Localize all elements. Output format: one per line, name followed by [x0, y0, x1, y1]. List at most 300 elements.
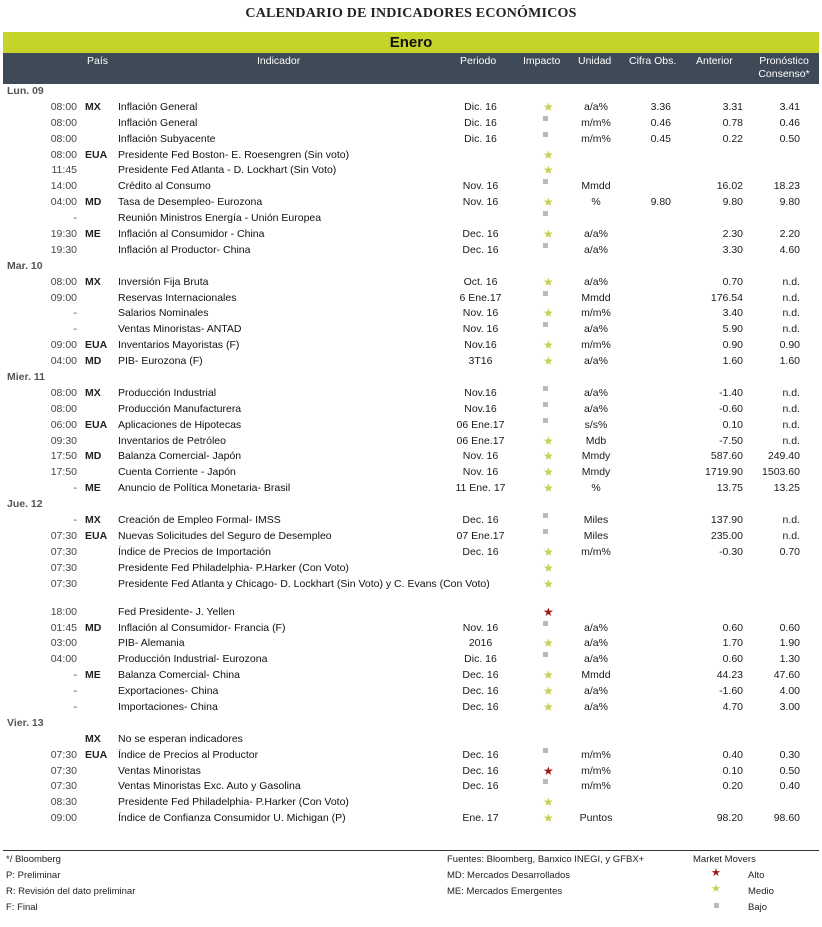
row-time: 18:00	[50, 605, 77, 618]
legend-low-square-icon	[714, 903, 719, 908]
footnote-sources: Fuentes: Bloomberg, Banxico INEGI, y GFBX+	[447, 854, 645, 865]
table-row	[3, 322, 819, 338]
day-header-row	[3, 716, 819, 732]
row-previous-value: 98.20	[716, 812, 743, 825]
row-period: Nov.16	[464, 339, 497, 352]
row-indicator: Producción Manufacturera	[118, 402, 242, 415]
table-row: 08:30 Presidente Fed Philadelphia- P.Harker (Con Voto) ★	[3, 795, 819, 811]
row-country: MD	[85, 355, 102, 368]
table-row: 07:30 Presidente Fed Atlanta y Chicago- D. Lockhart (Sin Voto) y C. Evans (Con Voto) ★	[3, 577, 819, 605]
row-period: Nov. 16	[462, 323, 499, 336]
table-row	[3, 386, 819, 402]
row-country: EUA	[85, 748, 108, 761]
row-country: EUA	[85, 339, 108, 352]
day-label: Lun. 09	[7, 85, 44, 97]
day-header-row	[3, 84, 819, 100]
table-row: 09:00 Índice de Confianza Consumidor U. Michigan (P) Ene. 17 Puntos 98.20 98.60 ★	[3, 811, 819, 827]
row-time: 08:30	[50, 796, 77, 809]
row-consensus-forecast: 2.20	[779, 228, 800, 241]
row-previous-value: 137.90	[710, 514, 743, 527]
header-anterior: Anterior	[696, 55, 733, 67]
table-row: 08:00 MX Inflación General Dic. 16 a/a% 3.36 3.31 3.41 ★	[3, 100, 819, 116]
row-country: MX	[85, 732, 101, 745]
row-previous-value: 0.22	[722, 132, 743, 145]
row-consensus-forecast: 0.40	[779, 780, 800, 793]
row-country: MX	[85, 514, 101, 527]
row-consensus-forecast: 4.00	[779, 685, 800, 698]
row-period: Nov. 16	[462, 466, 499, 479]
row-unit: m/m%	[581, 545, 611, 558]
table-row: - ME Balanza Comercial- China Dec. 16 Mmdd 44.23 47.60 ★	[3, 668, 819, 684]
row-unit: a/a%	[584, 228, 608, 241]
row-indicator: Fed Presidente- J. Yellen	[118, 605, 235, 618]
row-period: Dec. 16	[462, 780, 499, 793]
table-row: 08:00 MX Inversión Fija Bruta Oct. 16 a/a% 0.70 n.d. ★	[3, 275, 819, 291]
legend-high-label: Alto	[748, 870, 765, 881]
row-period: 07 Ene.17	[456, 529, 505, 542]
table-row: 04:00 MD Tasa de Desempleo- Eurozona Nov. 16 % 9.80 9.80 9.80 ★	[3, 195, 819, 211]
row-observed-value: 3.36	[650, 100, 671, 113]
row-consensus-forecast: n.d.	[782, 514, 800, 527]
row-indicator: Inversión Fija Bruta	[118, 275, 209, 288]
row-country: ME	[85, 228, 101, 241]
row-unit: Mmdd	[581, 180, 611, 193]
header-pais: País	[87, 55, 109, 67]
row-country: EUA	[85, 529, 108, 542]
row-consensus-forecast: 1503.60	[762, 466, 800, 479]
row-time: -	[73, 307, 77, 320]
table-row: 17:50 Cuenta Corriente - Japón Nov. 16 Mmdy 1719.90 1503.60 ★	[3, 465, 819, 481]
row-unit: Mmdd	[581, 291, 611, 304]
row-consensus-forecast: 1.30	[779, 653, 800, 666]
row-unit: Mmdd	[581, 669, 611, 682]
row-unit: Mmdy	[581, 450, 611, 463]
row-consensus-forecast: n.d.	[782, 291, 800, 304]
header-periodo: Periodo	[460, 55, 497, 67]
row-time: 04:00	[50, 196, 77, 209]
row-period: Dic. 16	[464, 653, 497, 666]
row-period: Nov. 16	[462, 450, 499, 463]
row-consensus-forecast: n.d.	[782, 275, 800, 288]
row-period: Dic. 16	[464, 132, 497, 145]
legend-low-label: Bajo	[748, 902, 768, 913]
row-indicator: No se esperan indicadores	[118, 732, 243, 745]
row-previous-value: 0.60	[722, 653, 743, 666]
row-time: 08:00	[50, 116, 77, 129]
table-row: 19:30 ME Inflación al Consumidor - China Dec. 16 a/a% 2.30 2.20 ★	[3, 227, 819, 243]
row-time: 08:00	[50, 148, 77, 161]
row-time: 04:00	[50, 653, 77, 666]
row-previous-value: 2.30	[722, 228, 743, 241]
row-period: Nov. 16	[462, 307, 499, 320]
row-time: 07:30	[50, 545, 77, 558]
row-consensus-forecast: 18.23	[773, 180, 800, 193]
row-previous-value: 16.02	[716, 180, 743, 193]
row-time: 07:30	[50, 561, 77, 574]
row-indicator: Índice de Precios al Productor	[118, 748, 259, 761]
footer-divider	[3, 850, 819, 851]
row-country: MX	[85, 386, 101, 399]
row-time: 19:30	[50, 228, 77, 241]
table-row	[3, 779, 819, 795]
row-indicator: Inflación al Productor- China	[118, 243, 251, 256]
row-time: 08:00	[50, 275, 77, 288]
row-consensus-forecast: 0.90	[779, 339, 800, 352]
table-row	[3, 116, 819, 132]
row-unit: %	[591, 196, 601, 209]
row-period: Dec. 16	[462, 669, 499, 682]
row-period: Ene. 17	[462, 812, 499, 825]
row-unit: a/a%	[584, 621, 608, 634]
row-period: 11 Ene. 17	[455, 482, 506, 495]
table-row: 08:00 EUA Presidente Fed Boston- E. Roesengren (Sin voto) ★	[3, 148, 819, 164]
table-row	[3, 179, 819, 195]
row-consensus-forecast: 0.46	[779, 116, 800, 129]
row-consensus-forecast: 0.60	[779, 621, 800, 634]
row-unit: m/m%	[581, 339, 611, 352]
row-period: Nov.16	[464, 386, 497, 399]
row-previous-value: 0.10	[722, 764, 743, 777]
row-previous-value: 235.00	[710, 529, 743, 542]
row-indicator: Aplicaciones de Hipotecas	[118, 418, 242, 431]
row-indicator: Reservas Internacionales	[118, 291, 237, 304]
row-period: Dec. 16	[462, 700, 499, 713]
row-indicator: Presidente Fed Atlanta y Chicago- D. Lockhart (Sin Voto) y C. Evans (Con Voto)	[118, 577, 490, 590]
row-unit: Mmdy	[581, 466, 611, 479]
row-previous-value: 3.30	[722, 243, 743, 256]
row-consensus-forecast: 249.40	[767, 450, 800, 463]
row-time: 08:00	[50, 386, 77, 399]
row-period: Nov. 16	[462, 621, 499, 634]
row-previous-value: 3.40	[722, 307, 743, 320]
row-unit: m/m%	[581, 132, 611, 145]
row-unit: a/a%	[584, 402, 608, 415]
row-consensus-forecast: 1.90	[779, 637, 800, 650]
table-row: 17:50 MD Balanza Comercial- Japón Nov. 16 Mmdy 587.60 249.40 ★	[3, 449, 819, 465]
row-previous-value: 1.70	[722, 637, 743, 650]
row-time: 14:00	[50, 180, 77, 193]
row-period: Nov.16	[464, 402, 497, 415]
row-indicator: Reunión Ministros Energía - Unión Europea	[118, 212, 322, 225]
row-consensus-forecast: n.d.	[782, 402, 800, 415]
row-time: -	[73, 514, 77, 527]
row-observed-value: 0.45	[650, 132, 671, 145]
page-title: CALENDARIO DE INDICADORES ECONÓMICOS	[245, 6, 577, 21]
row-consensus-forecast: n.d.	[782, 418, 800, 431]
row-period: Dec. 16	[462, 545, 499, 558]
row-time: 19:30	[50, 243, 77, 256]
row-unit: a/a%	[584, 685, 608, 698]
row-time: 08:00	[50, 100, 77, 113]
row-period: Dec. 16	[462, 243, 499, 256]
day-label: Jue. 12	[7, 498, 43, 511]
row-previous-value: 0.60	[722, 621, 743, 634]
row-unit: m/m%	[581, 748, 611, 761]
row-time: 09:00	[50, 812, 77, 825]
row-time: 11:45	[51, 164, 77, 177]
table-header	[3, 53, 819, 84]
row-period: Nov. 16	[462, 196, 499, 209]
row-previous-value: 1719.90	[705, 466, 743, 479]
footnote-me: ME: Mercados Emergentes	[447, 886, 563, 897]
row-indicator: Ventas Minoristas- ANTAD	[118, 323, 242, 336]
row-consensus-forecast: n.d.	[782, 386, 800, 399]
row-previous-value: -1.60	[719, 685, 743, 698]
footnote-final: F: Final	[6, 902, 38, 913]
row-unit: Mdb	[585, 434, 607, 447]
month-bar: Enero	[3, 32, 819, 53]
row-indicator: Ventas Minoristas	[118, 764, 201, 777]
row-previous-value: 0.20	[722, 780, 743, 793]
row-indicator: PIB- Alemania	[118, 637, 185, 650]
table-row	[3, 652, 819, 668]
row-consensus-forecast: n.d.	[782, 307, 800, 320]
row-indicator: Inventarios de Petróleo	[118, 434, 226, 447]
row-time: 09:00	[50, 291, 77, 304]
row-consensus-forecast: 3.41	[779, 100, 800, 113]
row-unit: a/a%	[584, 355, 608, 368]
row-previous-value: 176.54	[710, 291, 743, 304]
row-time: -	[73, 212, 77, 225]
row-time: 07:30	[50, 764, 77, 777]
table-row: 09:30 Inventarios de Petróleo 06 Ene.17 Mdb -7.50 n.d. ★	[3, 434, 819, 450]
row-time: -	[73, 700, 77, 713]
row-period: Nov. 16	[462, 180, 499, 193]
row-time: 17:50	[50, 466, 77, 479]
table-row	[3, 402, 819, 418]
calendar-table	[3, 84, 819, 827]
row-indicator: Exportaciones- China	[118, 685, 219, 698]
table-row: 07:30 Presidente Fed Philadelphia- P.Harker (Con Voto) ★	[3, 561, 819, 577]
table-row	[3, 291, 819, 307]
row-time: -	[73, 685, 77, 698]
row-time: 01:45	[50, 621, 77, 634]
row-unit: Miles	[583, 514, 609, 527]
footnote-revision: R: Revisión del dato preliminar	[6, 886, 136, 897]
footnote-bloomberg: */ Bloomberg	[6, 854, 61, 865]
row-consensus-forecast: 47.60	[773, 669, 800, 682]
row-time: 07:30	[50, 577, 77, 590]
row-unit: m/m%	[581, 116, 611, 129]
day-header-row	[3, 497, 819, 513]
row-consensus-forecast: n.d.	[782, 323, 800, 336]
row-indicator: Inflación General	[118, 116, 198, 129]
row-indicator: Presidente Fed Philadelphia- P.Harker (Con Voto)	[118, 796, 349, 809]
row-time: -	[73, 482, 77, 495]
row-indicator: Presidente Fed Atlanta - D. Lockhart (Sin Voto)	[118, 164, 337, 177]
row-period: Dic. 16	[464, 116, 497, 129]
row-period: Dec. 16	[462, 748, 499, 761]
row-unit: a/a%	[584, 386, 608, 399]
table-row: 04:00 MD PIB- Eurozona (F) 3T16 a/a% 1.60 1.60 ★	[3, 354, 819, 370]
row-period: Dec. 16	[462, 764, 499, 777]
row-time: 08:00	[50, 132, 77, 145]
table-row	[3, 529, 819, 545]
table-row	[3, 621, 819, 637]
row-period: Dec. 16	[462, 685, 499, 698]
row-country: MD	[85, 621, 102, 634]
row-unit: %	[591, 482, 601, 495]
row-consensus-forecast: n.d.	[782, 529, 800, 542]
row-period: Dic. 16	[464, 100, 497, 113]
row-unit: Puntos	[579, 812, 613, 825]
table-row: 18:00 Fed Presidente- J. Yellen ★	[3, 605, 819, 621]
row-indicator: Inflación General	[118, 100, 198, 113]
table-row: 09:00 EUA Inventarios Mayoristas (F) Nov.16 m/m% 0.90 0.90 ★	[3, 338, 819, 354]
row-unit: a/a%	[584, 323, 608, 336]
table-row	[3, 211, 819, 227]
row-consensus-forecast: 0.50	[779, 764, 800, 777]
row-time: 09:30	[50, 434, 77, 447]
row-consensus-forecast: 13.25	[773, 482, 800, 495]
table-row: - Importaciones- China Dec. 16 a/a% 4.70 3.00 ★	[3, 700, 819, 716]
row-consensus-forecast: 1.60	[779, 355, 800, 368]
row-consensus-forecast: 0.70	[779, 545, 800, 558]
table-row	[3, 132, 819, 148]
row-indicator: Salarios Nominales	[118, 307, 209, 320]
row-period: 6 Ene.17	[459, 291, 502, 304]
row-indicator: PIB- Eurozona (F)	[118, 355, 203, 368]
footnote-preliminar: P: Preliminar	[6, 870, 61, 881]
row-consensus-forecast: 3.00	[779, 700, 800, 713]
row-indicator: Presidente Fed Boston- E. Roesengren (Sin voto)	[118, 148, 350, 161]
table-row	[3, 513, 819, 529]
row-country: MX	[85, 100, 101, 113]
table-row	[3, 748, 819, 764]
row-unit: s/s%	[584, 418, 608, 431]
row-consensus-forecast: 0.50	[779, 132, 800, 145]
row-previous-value: 0.78	[722, 116, 743, 129]
row-previous-value: 13.75	[716, 482, 743, 495]
row-country: MD	[85, 450, 102, 463]
day-label: Vier. 13	[7, 716, 44, 729]
day-header-row	[3, 370, 819, 386]
legend-medium-label: Medio	[748, 886, 774, 897]
row-indicator: Balanza Comercial- Japón	[118, 450, 242, 463]
row-unit: m/m%	[581, 780, 611, 793]
row-time: 08:00	[50, 402, 77, 415]
row-unit: a/a%	[584, 243, 608, 256]
row-previous-value: -0.60	[719, 402, 743, 415]
row-time: 09:00	[50, 339, 77, 352]
row-indicator: Producción Industrial- Eurozona	[118, 653, 268, 666]
legend-high-star-icon: ★	[711, 867, 721, 879]
header-indicador: Indicador	[257, 55, 301, 67]
row-previous-value: -0.30	[719, 545, 743, 558]
row-consensus-forecast: 4.60	[779, 243, 800, 256]
row-previous-value: -1.40	[719, 386, 743, 399]
row-previous-value: 9.80	[722, 196, 743, 209]
row-consensus-forecast: 9.80	[779, 196, 800, 209]
legend-title: Market Movers	[693, 854, 756, 865]
row-time: -	[73, 323, 77, 336]
row-previous-value: 0.10	[722, 418, 743, 431]
row-country: EUA	[85, 418, 108, 431]
row-indicator: Índice de Confianza Consumidor U. Michigan (P)	[118, 812, 346, 825]
row-time: 03:00	[50, 637, 77, 650]
table-row: 11:45 Presidente Fed Atlanta - D. Lockhart (Sin Voto) ★	[3, 163, 819, 179]
row-unit: m/m%	[581, 307, 611, 320]
row-previous-value: 5.90	[722, 323, 743, 336]
row-previous-value: 4.70	[722, 700, 743, 713]
row-observed-value: 0.46	[650, 116, 671, 129]
row-unit: a/a%	[584, 653, 608, 666]
header-impacto: Impacto	[523, 55, 561, 67]
table-row: - Exportaciones- China Dec. 16 a/a% -1.60 4.00 ★	[3, 684, 819, 700]
row-period: 06 Ene.17	[456, 418, 505, 431]
row-unit: a/a%	[584, 100, 608, 113]
row-indicator: Anuncio de Política Monetaria- Brasil	[118, 482, 291, 495]
row-indicator: Inflación Subyacente	[118, 132, 216, 145]
row-consensus-forecast: n.d.	[782, 434, 800, 447]
table-row	[3, 732, 819, 748]
row-time: 04:00	[50, 355, 77, 368]
row-unit: Miles	[583, 529, 609, 542]
header-cifra: Cifra Obs.	[629, 55, 677, 67]
row-country: ME	[85, 669, 101, 682]
legend-medium-star-icon: ★	[711, 883, 721, 895]
row-unit: a/a%	[584, 637, 608, 650]
header-unidad: Unidad	[578, 55, 612, 67]
day-label: Mier. 11	[7, 371, 45, 384]
row-country: MD	[85, 196, 102, 209]
row-time: 07:30	[50, 529, 77, 542]
row-indicator: Cuenta Corriente - Japón	[118, 466, 236, 479]
row-indicator: Inflación al Consumidor- Francia (F)	[118, 621, 286, 634]
row-indicator: Ventas Minoristas Exc. Auto y Gasolina	[118, 780, 301, 793]
row-indicator: Creación de Empleo Formal- IMSS	[118, 514, 281, 527]
row-indicator: Nuevas Solicitudes del Seguro de Desempleo	[118, 529, 332, 542]
row-time: 07:30	[50, 748, 77, 761]
row-indicator: Producción Industrial	[118, 386, 217, 399]
row-country: EUA	[85, 148, 108, 161]
table-row	[3, 418, 819, 434]
row-previous-value: -7.50	[719, 434, 743, 447]
row-indicator: Índice de Precios de Importación	[118, 545, 271, 558]
row-country: ME	[85, 482, 101, 495]
row-previous-value: 1.60	[722, 355, 743, 368]
row-observed-value: 9.80	[650, 196, 671, 209]
row-consensus-forecast: 98.60	[773, 812, 800, 825]
row-indicator: Tasa de Desempleo- Eurozona	[118, 196, 263, 209]
row-indicator: Crédito al Consumo	[118, 180, 211, 193]
row-period: 3T16	[468, 355, 493, 368]
day-header-row	[3, 259, 819, 275]
row-previous-value: 0.90	[722, 339, 743, 352]
table-row: 03:00 PIB- Alemania 2016 a/a% 1.70 1.90 ★	[3, 636, 819, 652]
row-indicator: Presidente Fed Philadelphia- P.Harker (Con Voto)	[118, 561, 349, 574]
row-country: MX	[85, 275, 101, 288]
row-unit: m/m%	[581, 764, 611, 777]
footnote-md: MD: Mercados Desarrollados	[447, 870, 571, 881]
row-time: 06:00	[50, 418, 77, 431]
row-time: 17:50	[50, 450, 77, 463]
row-time: -	[73, 669, 77, 682]
row-indicator: Inventarios Mayoristas (F)	[118, 339, 240, 352]
table-row: - ME Anuncio de Política Monetaria- Brasil 11 Ene. 17 % 13.75 13.25 ★	[3, 481, 819, 497]
row-indicator: Inflación al Consumidor - China	[118, 228, 265, 241]
table-row: - Salarios Nominales Nov. 16 m/m% 3.40 n.d. ★	[3, 306, 819, 322]
row-period: Dec. 16	[462, 228, 499, 241]
row-period: Dec. 16	[462, 514, 499, 527]
row-previous-value: 3.31	[722, 100, 743, 113]
row-previous-value: 0.70	[722, 275, 743, 288]
row-previous-value: 0.40	[722, 748, 743, 761]
row-indicator: Importaciones- China	[118, 700, 218, 713]
row-period: Oct. 16	[463, 275, 498, 288]
row-previous-value: 587.60	[710, 450, 743, 463]
table-row: 07:30 Índice de Precios de Importación Dec. 16 m/m% -0.30 0.70 ★	[3, 545, 819, 561]
